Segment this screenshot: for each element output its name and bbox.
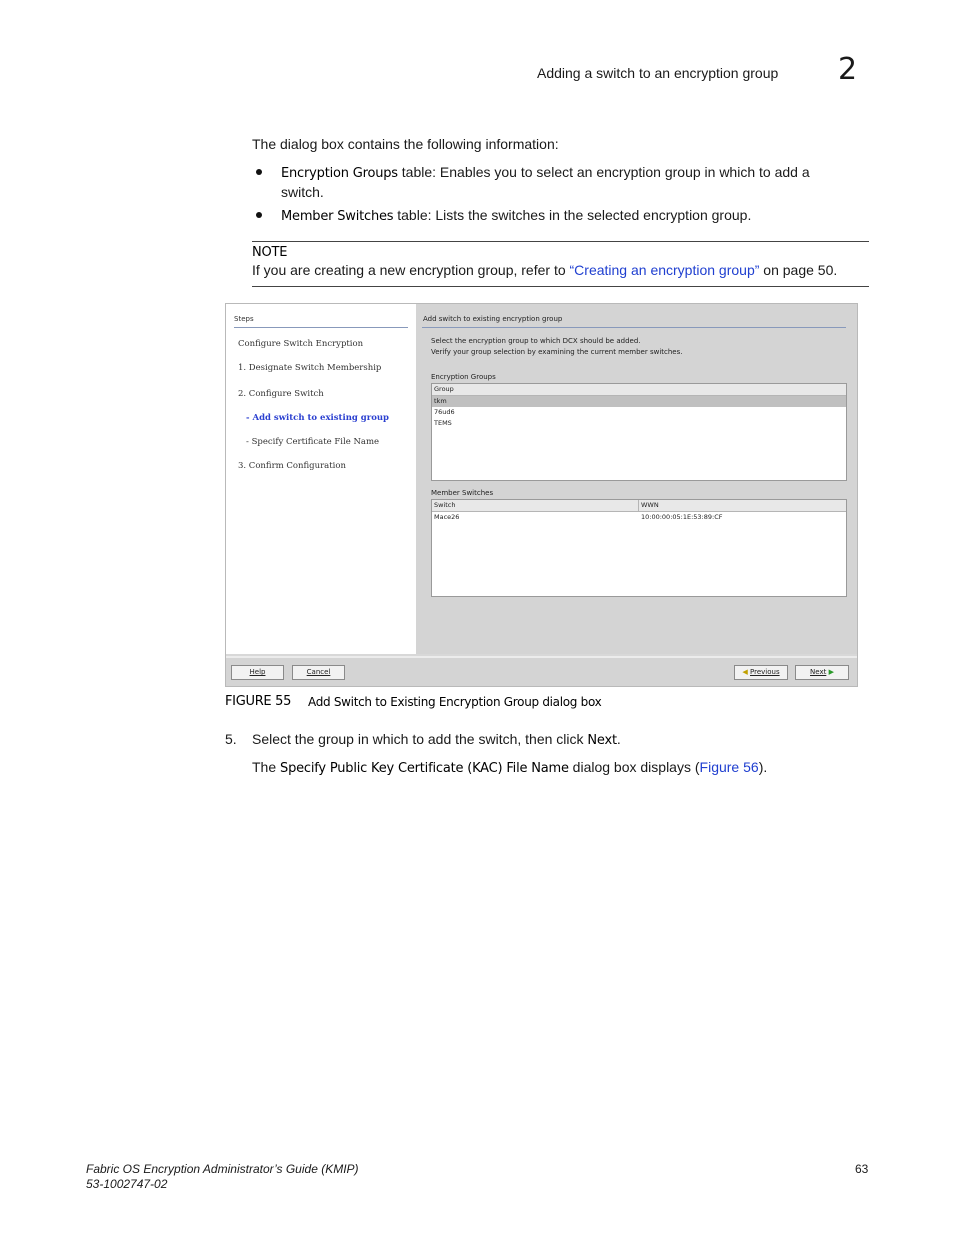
note-label: NOTE (252, 245, 288, 260)
bullet-item-member-switches (281, 206, 861, 226)
group-cell: tkm (434, 397, 447, 405)
bullet-dot (256, 212, 262, 218)
figure-caption-label: FIGURE 55 (225, 694, 292, 709)
table-row[interactable] (432, 512, 846, 523)
figure-56-link[interactable]: Figure 56 (699, 759, 759, 775)
page-number: 63 (855, 1162, 869, 1176)
step-configure-switch-encryption: Configure Switch Encryption (238, 339, 364, 349)
step-add-switch-existing-group: - Add switch to existing group (246, 413, 389, 423)
instruction-line-1: Select the encryption group to which DCX should be added. (431, 337, 641, 345)
step-5-text-before: Select the group in which to add the switch, then click (252, 731, 588, 747)
table-row[interactable] (432, 418, 846, 429)
member-switch-cell: Mace26 (434, 513, 460, 521)
cancel-button-label: Cancel (306, 668, 331, 676)
table-row[interactable] (432, 407, 846, 418)
bullet-text: table: Enables you to select an encryption group in which to add a (397, 164, 810, 180)
bullet-item-encryption-groups (281, 163, 861, 202)
running-header-title: Adding a switch to an encryption group (537, 65, 779, 81)
group-cell: TEMS (434, 419, 452, 427)
note-bottom-rule (252, 286, 869, 287)
step-5-bold: Next (587, 733, 617, 748)
help-button[interactable] (231, 665, 284, 680)
panel-title: Add switch to existing encryption group (423, 315, 563, 323)
arrow-right-icon: ▶ (828, 668, 834, 676)
arrow-left-icon: ◀ (742, 668, 748, 676)
step-5-text-after: . (616, 731, 621, 747)
bullet-text-cont: switch. (281, 184, 324, 200)
step-5-text (252, 730, 621, 750)
step-configure-switch: 2. Configure Switch (238, 389, 324, 399)
bullet-text: table: Lists the switches in the selected encryption group. (393, 207, 752, 223)
result-bold: Specify Public Key Certificate (KAC) File Name (280, 761, 569, 776)
steps-divider (234, 327, 408, 328)
member-wwn-cell: 10:00:00:05:1E:53:89:CF (641, 513, 723, 521)
groups-label: Encryption Groups (431, 373, 496, 381)
note-link[interactable]: “Creating an encryption group” (569, 262, 760, 278)
note-text (252, 261, 837, 280)
bullet-term: Encryption Groups (281, 166, 398, 181)
step-number: 5. (225, 731, 237, 747)
members-header-wwn[interactable]: WWN (641, 501, 659, 509)
result-paragraph (252, 758, 767, 778)
step-designate-membership: 1. Designate Switch Membership (238, 363, 382, 373)
steps-pane (226, 304, 416, 654)
step-confirm-configuration: 3. Confirm Configuration (238, 461, 346, 471)
member-switches-table (431, 499, 847, 597)
cancel-button[interactable] (292, 665, 345, 680)
previous-button-label: Previous (750, 668, 780, 676)
members-header-row (432, 500, 846, 512)
groups-header-group[interactable]: Group (434, 385, 454, 393)
content-pane (416, 304, 857, 654)
note-top-rule (252, 241, 869, 242)
footer-doc-title: Fabric OS Encryption Administrator’s Guide (KMIP) (86, 1162, 359, 1176)
bullet-dot (256, 169, 262, 175)
result-text-after: ). (758, 759, 768, 775)
help-button-label: Help (249, 668, 266, 676)
note-text-before: If you are creating a new encryption group, refer to (252, 262, 570, 278)
members-header-switch[interactable]: Switch (434, 501, 456, 509)
result-text-before: The (252, 759, 281, 775)
intro-paragraph: The dialog box contains the following information: (252, 136, 559, 152)
instruction-line-2: Verify your group selection by examining the current member switches. (431, 348, 683, 356)
next-button[interactable] (795, 665, 849, 680)
previous-button[interactable] (734, 665, 788, 680)
note-text-after: on page 50. (759, 262, 838, 278)
next-button-label: Next (810, 668, 827, 676)
groups-header-row (432, 384, 846, 396)
panel-divider (422, 327, 846, 328)
figure-caption-text: Add Switch to Existing Encryption Group dialog box (308, 695, 602, 709)
step-specify-certificate: - Specify Certificate File Name (246, 437, 380, 447)
chapter-number: 2 (838, 52, 858, 87)
steps-title: Steps (234, 315, 254, 323)
members-label: Member Switches (431, 489, 494, 497)
footer-doc-number: 53-1002747-02 (86, 1177, 168, 1191)
bullet-term: Member Switches (281, 209, 394, 224)
figure-dialog-screenshot (225, 303, 858, 687)
dialog-button-bar (226, 656, 857, 687)
encryption-groups-table (431, 383, 847, 481)
result-text-middle: dialog box displays ( (568, 759, 700, 775)
table-row[interactable] (432, 396, 846, 407)
group-cell: 76ud6 (434, 408, 455, 416)
